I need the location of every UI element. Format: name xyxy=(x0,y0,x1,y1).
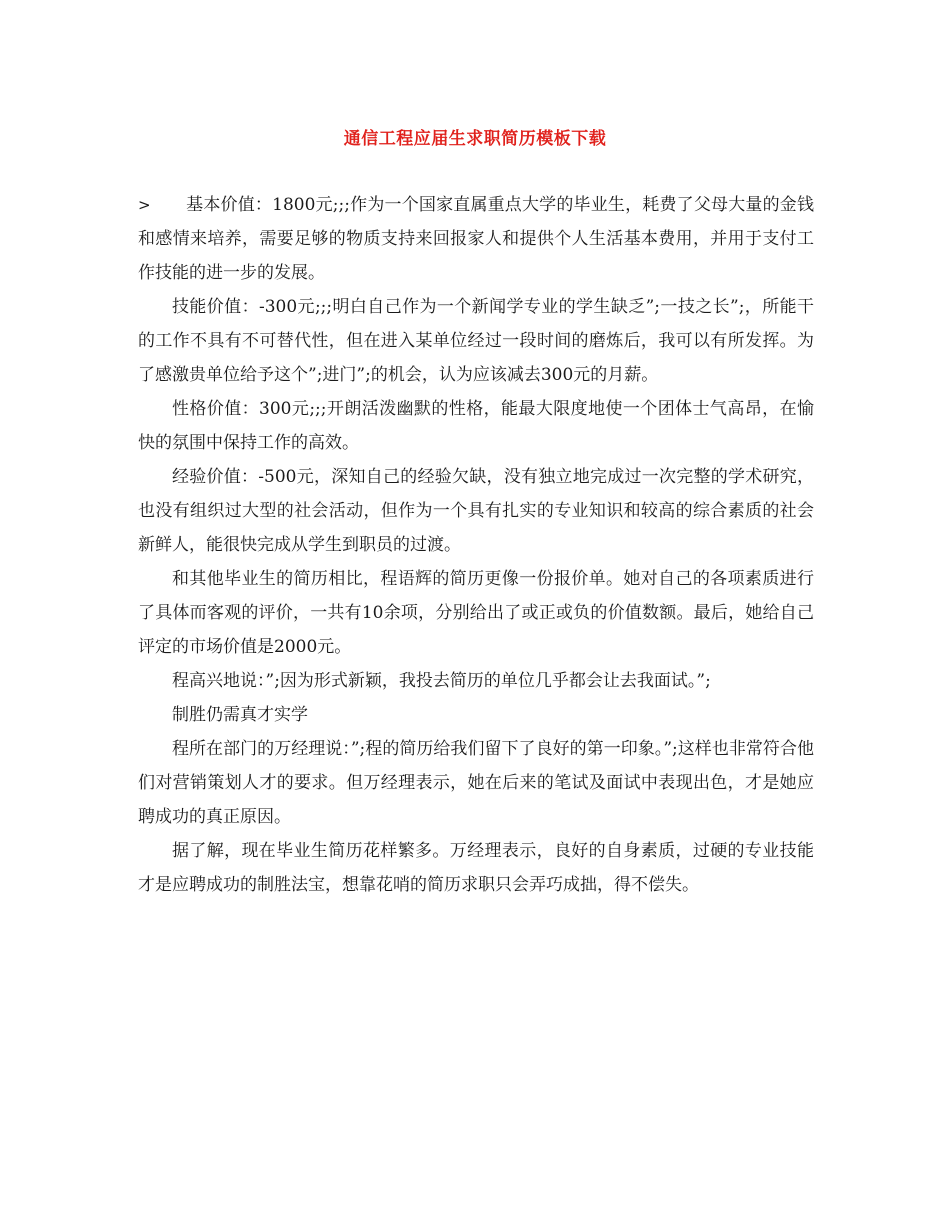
paragraph-comparison: 和其他毕业生的简历相比，程语辉的简历更像一份报价单。她对自己的各项素质进行了具体而客观的评价，一共有10余项，分别给出了或正或负的价值数额。最后，她给自己评定的市场价值是2000元。 xyxy=(138,569,814,657)
paragraph-conclusion: 据了解，现在毕业生简历花样繁多。万经理表示，良好的自身素质，过硬的专业技能才是应聘成功的制胜法宝，想靠花哨的简历求职只会弄巧成拙，得不偿失。 xyxy=(138,841,814,895)
paragraph-quote: 程高兴地说：”;因为形式新颖，我投去简历的单位几乎都会让去我面试。”; xyxy=(172,671,711,691)
paragraph-personality-value: 性格价值：300元;;;开朗活泼幽默的性格，能最大限度地使一个团体士气高昂，在愉快的氛围中保持工作的高效。 xyxy=(138,399,814,453)
paragraph-manager-comment: 程所在部门的万经理说：”;程的简历给我们留下了良好的第一印象。”;这样也非常符合他们对营销策划人才的要求。但万经理表示，她在后来的笔试及面试中表现出色，才是她应聘成功的真正原因。 xyxy=(138,739,814,827)
paragraph-text: 基本价值：1800元;;;作为一个国家直属重点大学的毕业生，耗费了父母大量的金钱和感情来培养，需要足够的物质支持来回报家人和提供个人生活基本费用，并用于支付工作技能的进一步的发展。 xyxy=(138,195,814,283)
paragraph-experience-value: 经验价值：-500元，深知自己的经验欠缺，没有独立地完成过一次完整的学术研究，也没有组织过大型的社会活动，但作为一个具有扎实的专业知识和较高的综合素质的社会新鲜人，能很快完成从学生到职员的过渡。 xyxy=(138,467,814,555)
section-subheading: 制胜仍需真才实学 xyxy=(172,705,308,725)
document-title: 通信工程应届生求职简历模板下载 xyxy=(343,129,607,149)
document-body xyxy=(138,188,814,902)
bullet-marker: > xyxy=(138,196,151,214)
paragraph-basic-value xyxy=(138,188,814,290)
paragraph-skill-value: 技能价值：-300元;;;明白自己作为一个新闻学专业的学生缺乏”;一技之长”;，所能干的工作不具有不可替代性，但在进入某单位经过一段时间的磨炼后，我可以有所发挥。为了感激贵单位给予这个”;进门”;的机会，认为应该减去300元的月薪。 xyxy=(138,297,814,385)
